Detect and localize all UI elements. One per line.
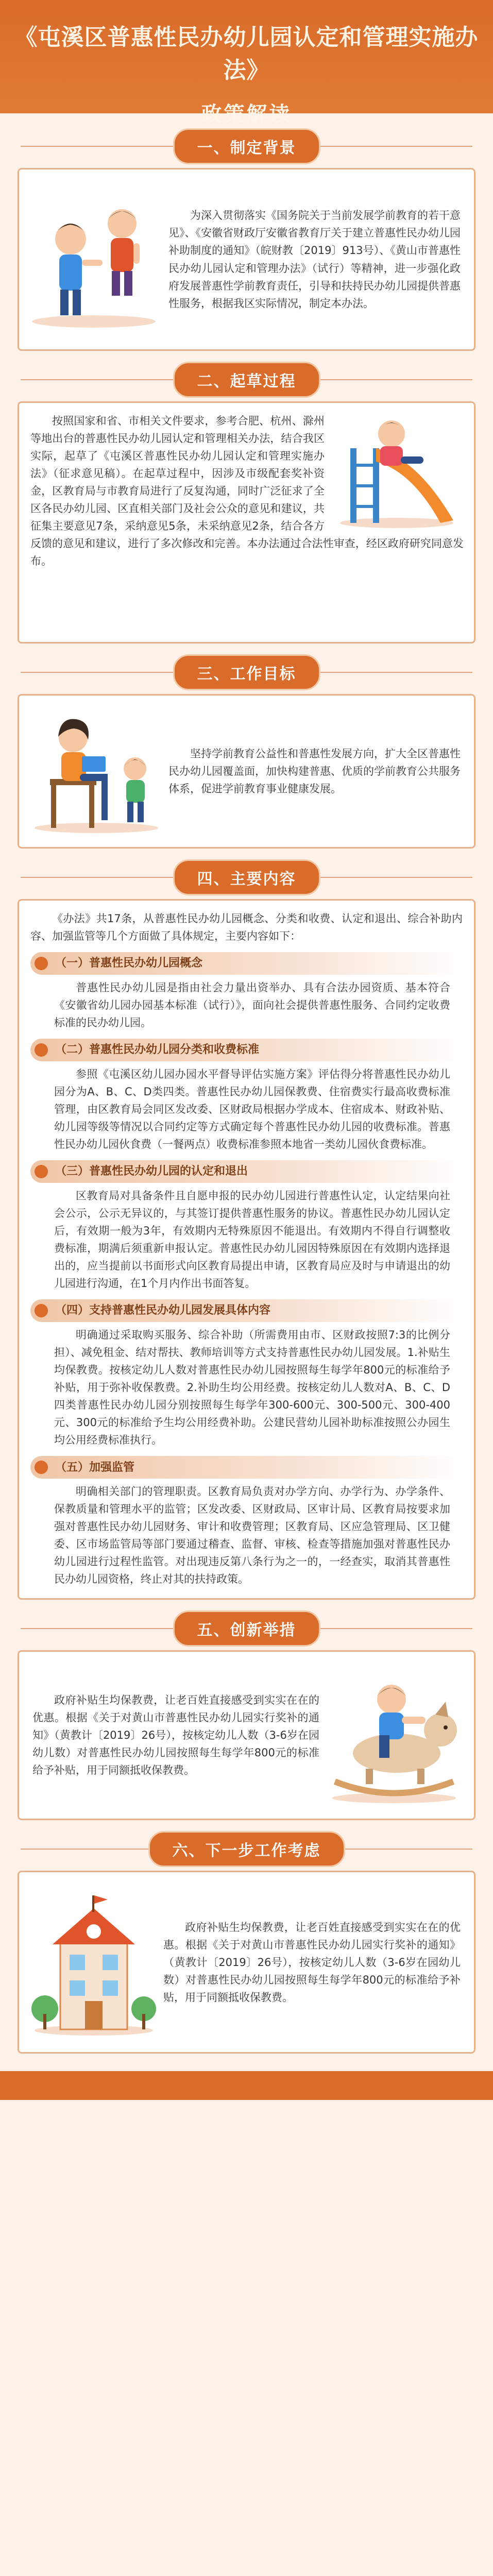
teacher-reading-icon <box>24 707 168 836</box>
footer-bar <box>0 2071 493 2100</box>
sub-heading <box>30 1299 463 1322</box>
bullet-icon <box>35 1461 48 1474</box>
sub-paragraph: 明确通过采取购买服务、综合补助（所需费用由市、区财政按照7:3的比例分担）、减免租金、结对帮扶、教师培训等方式支持普惠性民办幼儿园发展。1.补贴生均保教费。按核定幼儿人数对普惠性民办幼儿园按照每生每学年800元的标准给予补贴，用于弥补收保教费。2.补助生均公用经费。按核定幼儿人数对A、B、C、D四类普惠性民办幼儿园分别按照每生每学年300-600元、300-500元、300-400元、300元的标准给予生均公用经费补助。公建民营幼儿园补助标准按照公办园生均公用经费标准执行。 <box>54 1329 450 1447</box>
sub-paragraph: 参照《屯溪区幼儿园办园水平督导评估实施方案》评估得分将普惠性民办幼儿园分为A、B、C、D类四类。普惠性民办幼儿园保教费、住宿费实行最高收费标准管理，由区教育局会同区发改委、区财政局根据办学成本、住宿成本、财政补贴、幼儿园等级等情况以合同约定等方式确定每个普惠性民办幼儿园的收费标准。普惠性民办幼儿园伙食费（一餐两点）收费标准参照本地省一类幼儿园伙食费标准。 <box>54 1068 450 1151</box>
sub-heading <box>30 1160 463 1183</box>
section-paragraph: 坚持学前教育公益性和普惠性发展方向，扩大全区普惠性民办幼儿园覆盖面，加快构建普惠、优质的学前教育公共服务体系，促进学前教育事业健康发展。 <box>168 747 461 795</box>
sub-heading <box>30 952 463 975</box>
child-on-rocking-horse-icon <box>319 1663 469 1807</box>
sub-paragraph: 区教育局对具备条件且自愿申报的民办幼儿园进行普惠性认定，认定结果向社会公示，公示无异议的，与其签订提供普惠性服务的协议。普惠性民办幼儿园认定后，有效期一般为3年，有效期内无特殊原因不能退出。有效期内不得自行调整收费标准，期满后须重新申报认定。普惠性民办幼儿园因特殊原因在有效期内选择退出的，应当提前以书面形式向区教育局提出申请，区教育局应及时与申请退出的幼儿园进行沟通，在1个月内作出书面答复。 <box>54 1190 450 1290</box>
section-heading-background <box>0 125 493 168</box>
section-card-background <box>18 401 475 643</box>
two-children-icon <box>19 182 168 337</box>
sub-paragraph: 明确相关部门的管理职责。区教育局负责对办学方向、办学行为、办学条件、保教质量和管理水平的监管；区发改委、区财政局、区审计局、区教育局按要求加强对普惠性民办幼儿园财务、审计和收费管理；区教育局、区应急管理局、区卫健委、区市场监管局等部门要通过稽查、监督、审核、检查等措施加强对普惠性民办幼儿园进行过程性监管。对出现违反第八条行为之一的，一经查实，取消其普惠性民办幼儿园资格，终止对其的扶持政策。 <box>54 1485 450 1586</box>
section-heading-background <box>0 651 493 694</box>
page-title: 《屯溪区普惠性民办幼儿园认定和管理实施办法》 <box>14 24 479 83</box>
sub-heading-label: （四）支持普惠性民办幼儿园发展具体内容 <box>55 1304 271 1317</box>
sub-heading-label: （一）普惠性民办幼儿园概念 <box>55 957 203 970</box>
section-card-background <box>18 694 475 849</box>
section-heading-background <box>0 1827 493 1871</box>
section-card-background <box>18 168 475 351</box>
section-intro: 《办法》共17条，从普惠性民办幼儿园概念、分类和收费、认定和退出、综合补助内容、加强监管等几个方面做了具体规定，主要内容如下： <box>30 912 463 943</box>
sub-heading <box>30 1039 463 1061</box>
section-paragraph: 为深入贯彻落实《国务院关于当前发展学前教育的若干意见》、《安徽省财政厅安徽省教育厅关于建立普惠性民办幼儿园补助制度的通知》（皖财教〔2019〕913号）、《黄山市普惠性民办幼儿园认定和管理办法》（试行）等精神，进一步强化政府发展普惠性学前教育责任，引导和扶持民办幼儿园提供普惠性服务，根据我区实际情况，制定本办法。 <box>168 209 461 310</box>
child-on-slide-icon <box>330 412 464 531</box>
section-card-background <box>18 899 475 1600</box>
section-heading-background <box>0 856 493 899</box>
sub-heading-label: （五）加强监管 <box>55 1461 135 1474</box>
section-paragraph: 按照国家和省、市相关文件要求，参考合肥、杭州、滁州等地出台的普惠性民办幼儿园认定和管理相关办法，结合我区实际，起草了《屯溪区普惠性民办幼儿园认定和管理实施办法》（征求意见稿）。在起草过程中，因涉及市级配套奖补资金，区教育局与市教育局进行了反复沟通，同时广泛征求了全区各民办幼儿园、区直相关部门及社会公众的意见和建议，共征集主要意见7条，采纳意见5条，未采纳意见2条，结合各方反馈的意见和建议，进行了多次修改和完善。本办法通过合法性审查，经区政府研究同意发布。 <box>30 415 464 568</box>
section-title: 五、创新举措 <box>173 1611 320 1647</box>
section-card-background <box>18 1650 475 1820</box>
school-building-icon <box>24 1885 163 2040</box>
bullet-icon <box>35 957 48 970</box>
sub-heading <box>30 1456 463 1479</box>
section-title: 二、起草过程 <box>173 362 320 398</box>
sub-heading-label: （三）普惠性民办幼儿园的认定和退出 <box>55 1165 248 1178</box>
page-header <box>0 0 493 126</box>
bullet-icon <box>35 1304 48 1317</box>
section-title: 三、工作目标 <box>173 654 320 690</box>
bullet-icon <box>35 1043 48 1057</box>
section-title: 一、制定背景 <box>173 128 320 164</box>
section-heading-background <box>0 358 493 401</box>
section-title: 四、主要内容 <box>173 859 320 895</box>
sub-paragraph: 普惠性民办幼儿园是指由社会力量出资举办、具有合法办园资质、基本符合《安徽省幼儿园办园基本标准（试行）》，面向社会提供普惠性服务、合同约定收费标准的民办幼儿园。 <box>54 981 450 1029</box>
section-paragraph: 政府补贴生均保教费，让老百姓直接感受到实实在在的优惠。根据《关于对黄山市普惠性民办幼儿园实行奖补的通知》（黄教计〔2019〕26号），按核定幼儿人数（3-6岁在园幼儿数）对普惠性民办幼儿园按照每生每学年800元的标准给予补贴，用于同额抵收保教费。 <box>32 1694 319 1777</box>
sub-heading-label: （二）普惠性民办幼儿园分类和收费标准 <box>55 1043 260 1057</box>
section-card-background <box>18 1871 475 2054</box>
section-paragraph: 政府补贴生均保教费，让老百姓直接感受到实实在在的优惠。根据《关于对黄山市普惠性民办幼儿园实行奖补的通知》（黄教计〔2019〕26号），按核定幼儿人数（3-6岁在园幼儿数）对普惠性民办幼儿园按照每生每学年800元的标准给予补贴，用于同额抵收保教费。 <box>163 1921 461 2004</box>
section-heading-background <box>0 1607 493 1650</box>
bullet-icon <box>35 1165 48 1178</box>
section-title: 六、下一步工作考虑 <box>148 1831 345 1867</box>
page-subtitle: 政策解读 <box>201 102 292 126</box>
